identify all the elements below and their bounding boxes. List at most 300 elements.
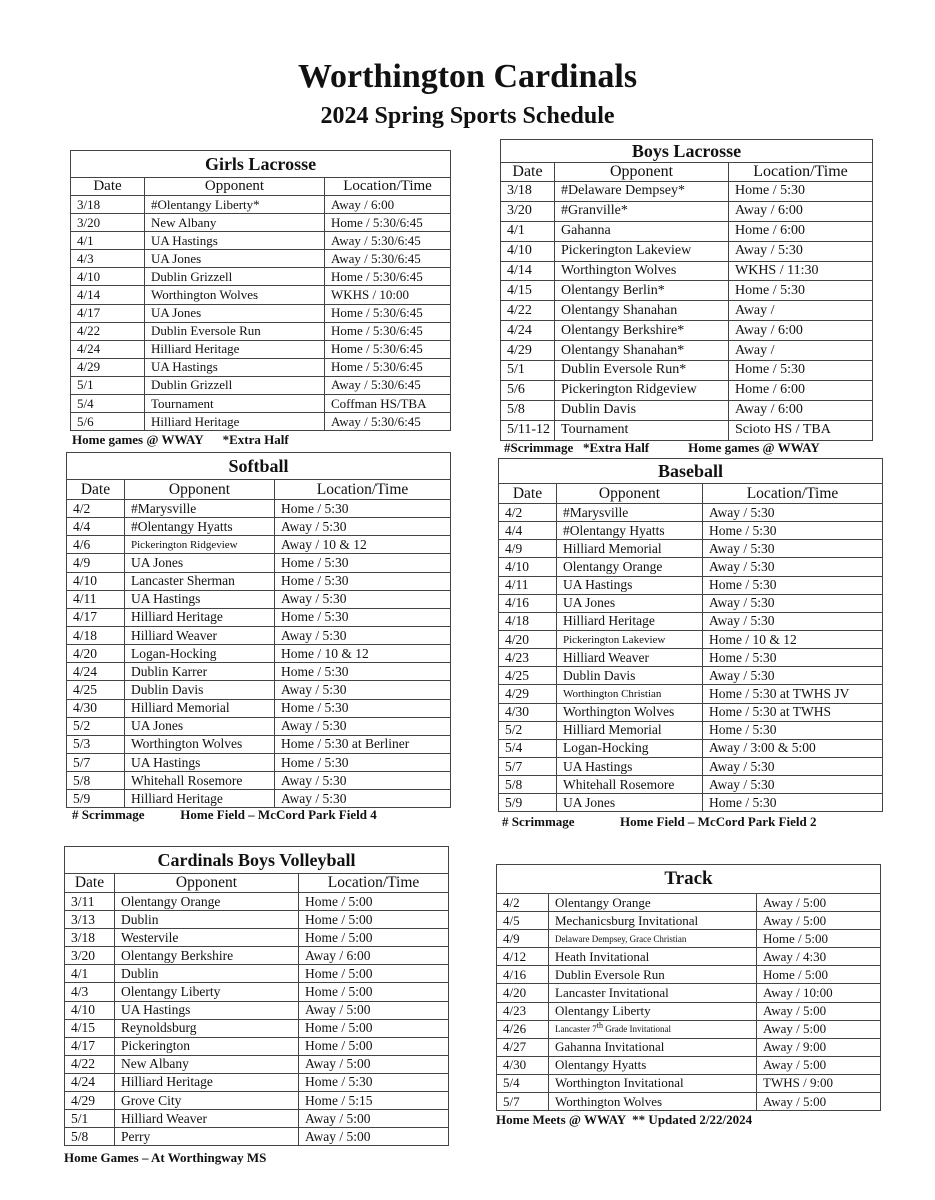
location-cell: Home / 5:30/6:45: [325, 340, 451, 358]
location-cell: Home / 5:30: [703, 649, 883, 667]
table-row: [71, 358, 451, 376]
location-cell: Home / 10 & 12: [275, 645, 451, 663]
location-cell: Home / 5:30/6:45: [325, 268, 451, 286]
location-cell: Home / 5:30/6:45: [325, 322, 451, 340]
date-cell: 4/10: [71, 268, 145, 286]
section-title: Track: [497, 865, 881, 894]
date-cell: 4/15: [65, 1019, 115, 1037]
table-row: [497, 1020, 881, 1038]
table-row: [67, 645, 451, 663]
track-footnote: Home Meets @ WWAY ** Updated 2/22/2024: [496, 1112, 753, 1127]
table-row: [71, 268, 451, 286]
opponent-cell: Hilliard Weaver: [557, 649, 703, 667]
table-row: [65, 965, 449, 983]
date-cell: 4/17: [67, 608, 125, 626]
location-cell: Away / 5:30: [275, 772, 451, 790]
opponent-cell: Hilliard Memorial: [125, 699, 275, 717]
table-row: [501, 400, 873, 420]
date-cell: 4/1: [65, 965, 115, 983]
opponent-cell: Perry: [115, 1128, 299, 1146]
date-cell: 5/2: [499, 721, 557, 739]
location-cell: Away / 5:00: [299, 1001, 449, 1019]
date-cell: 5/6: [71, 413, 145, 431]
table-row: [65, 911, 449, 929]
location-cell: Home / 5:30: [275, 500, 451, 518]
location-cell: Away / 5:00: [757, 894, 881, 912]
date-cell: 4/20: [67, 645, 125, 663]
location-cell: Away / 6:00: [729, 201, 873, 221]
date-cell: 5/3: [67, 735, 125, 753]
table-row: [67, 500, 451, 518]
opponent-cell: UA Hastings: [115, 1001, 299, 1019]
location-cell: Home / 5:30: [729, 361, 873, 381]
location-cell: Away / 5:00: [299, 1055, 449, 1073]
date-header: Date: [499, 484, 557, 504]
date-cell: 5/8: [499, 776, 557, 794]
opponent-cell: Gahanna Invitational: [549, 1038, 757, 1056]
date-cell: 4/22: [501, 301, 555, 321]
table-row: [497, 966, 881, 984]
table-row: [501, 361, 873, 381]
opponent-cell: Olentangy Orange: [557, 558, 703, 576]
opponent-cell: UA Hastings: [145, 232, 325, 250]
location-cell: Home / 5:30: [703, 721, 883, 739]
location-cell: Home / 5:30: [275, 753, 451, 771]
location-cell: Away / 10 & 12: [275, 536, 451, 554]
table-row: [501, 281, 873, 301]
opponent-cell: #Granville*: [555, 201, 729, 221]
opponent-cell: Hilliard Memorial: [557, 540, 703, 558]
date-cell: 4/10: [67, 572, 125, 590]
table-row: [499, 594, 883, 612]
opponent-cell: Grove City: [115, 1092, 299, 1110]
opponent-cell: Pickerington: [115, 1037, 299, 1055]
location-cell: Away / 5:30/6:45: [325, 232, 451, 250]
opponent-cell: UA Jones: [125, 554, 275, 572]
opponent-cell: Hilliard Heritage: [145, 413, 325, 431]
table-row: [71, 214, 451, 232]
section-title: Softball: [67, 453, 451, 480]
location-cell: Home / 5:30 at Berliner: [275, 735, 451, 753]
table-row: [497, 1093, 881, 1111]
date-cell: 4/24: [71, 340, 145, 358]
opponent-cell: Olentangy Liberty: [549, 1002, 757, 1020]
header-row: [501, 163, 873, 182]
location-cell: Away / 3:00 & 5:00: [703, 739, 883, 757]
location-cell: Home / 5:00: [299, 911, 449, 929]
location-cell: Away / 4:30: [757, 948, 881, 966]
table-row: [71, 376, 451, 394]
location-cell: Home / 5:00: [299, 983, 449, 1001]
opponent-cell: New Albany: [145, 214, 325, 232]
table-row: [65, 1019, 449, 1037]
location-cell: Home / 5:00: [757, 930, 881, 948]
section-title: Girls Lacrosse: [71, 151, 451, 178]
date-cell: 4/14: [71, 286, 145, 304]
opponent-cell: Olentangy Orange: [115, 893, 299, 911]
table-row: [71, 232, 451, 250]
opponent-cell: #Marysville: [125, 500, 275, 518]
location-cell: Away / 5:30: [703, 540, 883, 558]
location-cell: Away / 5:30/6:45: [325, 376, 451, 394]
table-row: [71, 322, 451, 340]
table-row: [499, 721, 883, 739]
table-row: [67, 608, 451, 626]
opponent-cell: Gahanna: [555, 221, 729, 241]
location-cell: Away / 5:00: [757, 912, 881, 930]
table-row: [501, 380, 873, 400]
location-cell: Home / 5:30: [275, 663, 451, 681]
location-cell: Home / 5:30: [729, 182, 873, 202]
date-cell: 4/15: [501, 281, 555, 301]
opponent-cell: Lancaster 7th Grade Invitational: [549, 1020, 757, 1038]
date-cell: 4/18: [499, 612, 557, 630]
opponent-cell: Hilliard Weaver: [115, 1110, 299, 1128]
table-row: [501, 301, 873, 321]
section-title: Boys Lacrosse: [501, 140, 873, 163]
location-cell: Away / 6:00: [729, 400, 873, 420]
location-cell: Home / 5:30: [275, 699, 451, 717]
location-cell: Away / 5:30: [703, 667, 883, 685]
date-cell: 3/18: [65, 929, 115, 947]
table-row: [65, 1073, 449, 1091]
date-cell: 4/23: [499, 649, 557, 667]
opponent-cell: Olentangy Hyatts: [549, 1056, 757, 1074]
date-cell: 3/13: [65, 911, 115, 929]
location-cell: Scioto HS / TBA: [729, 420, 873, 440]
date-cell: 4/6: [67, 536, 125, 554]
opponent-cell: UA Jones: [145, 304, 325, 322]
table-row: [71, 395, 451, 413]
opponent-cell: #Olentangy Liberty*: [145, 196, 325, 214]
date-cell: 5/9: [499, 794, 557, 812]
location-cell: Away / 5:30: [275, 626, 451, 644]
location-cell: TWHS / 9:00: [757, 1074, 881, 1092]
location-cell: Away / 6:00: [299, 947, 449, 965]
table-row: [497, 984, 881, 1002]
date-cell: 4/11: [67, 590, 125, 608]
table-row: [499, 776, 883, 794]
location-cell: Away / 5:30: [703, 594, 883, 612]
date-cell: 4/29: [501, 341, 555, 361]
table-row: [497, 894, 881, 912]
location-cell: Coffman HS/TBA: [325, 395, 451, 413]
table-row: [65, 1055, 449, 1073]
date-cell: 5/4: [499, 739, 557, 757]
date-cell: 3/20: [501, 201, 555, 221]
opponent-cell: Worthington Wolves: [555, 261, 729, 281]
date-cell: 4/22: [71, 322, 145, 340]
table-row: [65, 1110, 449, 1128]
location-cell: Home / 5:00: [299, 1037, 449, 1055]
date-cell: 5/11-12: [501, 420, 555, 440]
date-cell: 5/8: [67, 772, 125, 790]
opponent-header: Opponent: [125, 480, 275, 500]
date-cell: 4/10: [65, 1001, 115, 1019]
location-cell: Home / 5:30: [275, 572, 451, 590]
table-row: [65, 983, 449, 1001]
table-row: [499, 649, 883, 667]
table-row: [499, 794, 883, 812]
opponent-cell: UA Jones: [125, 717, 275, 735]
date-cell: 4/3: [71, 250, 145, 268]
table-row: [499, 612, 883, 630]
date-cell: 4/5: [497, 912, 549, 930]
opponent-cell: UA Jones: [557, 594, 703, 612]
location-cell: Home / 5:30: [703, 794, 883, 812]
opponent-cell: Hilliard Weaver: [125, 626, 275, 644]
opponent-header: Opponent: [555, 163, 729, 182]
date-cell: 4/11: [499, 576, 557, 594]
opponent-cell: Worthington Christian: [557, 685, 703, 703]
table-row: [501, 201, 873, 221]
date-cell: 4/2: [497, 894, 549, 912]
table-row: [497, 930, 881, 948]
location-cell: Away / 5:00: [757, 1020, 881, 1038]
table-row: [65, 929, 449, 947]
opponent-cell: Olentangy Shanahan: [555, 301, 729, 321]
table-row: [65, 1092, 449, 1110]
table-row: [499, 703, 883, 721]
opponent-cell: Westervile: [115, 929, 299, 947]
date-cell: 4/29: [65, 1092, 115, 1110]
location-cell: Away / 5:00: [299, 1110, 449, 1128]
date-cell: 3/11: [65, 893, 115, 911]
section-title: Baseball: [499, 459, 883, 484]
table-row: [67, 699, 451, 717]
location-cell: Away / 6:00: [729, 321, 873, 341]
date-cell: 5/7: [499, 757, 557, 775]
location-cell: Home / 5:00: [299, 965, 449, 983]
header-row: [499, 484, 883, 504]
opponent-cell: Pickerington Lakeview: [557, 630, 703, 648]
table-row: [497, 912, 881, 930]
date-cell: 4/25: [67, 681, 125, 699]
boys-lacrosse-footnote: #Scrimmage *Extra Half Home games @ WWAY: [504, 440, 820, 455]
opponent-header: Opponent: [557, 484, 703, 504]
location-cell: Home / 5:30 at TWHS: [703, 703, 883, 721]
date-cell: 3/20: [71, 214, 145, 232]
date-cell: 3/18: [71, 196, 145, 214]
table-row: [67, 753, 451, 771]
opponent-cell: UA Hastings: [125, 753, 275, 771]
table-row: [67, 663, 451, 681]
opponent-cell: Olentangy Shanahan*: [555, 341, 729, 361]
date-cell: 4/20: [497, 984, 549, 1002]
opponent-cell: Heath Invitational: [549, 948, 757, 966]
opponent-cell: Dublin Eversole Run*: [555, 361, 729, 381]
opponent-cell: Olentangy Liberty: [115, 983, 299, 1001]
date-cell: 5/1: [501, 361, 555, 381]
table-row: [501, 182, 873, 202]
header-row: [67, 480, 451, 500]
opponent-cell: Dublin Davis: [555, 400, 729, 420]
date-cell: 4/24: [67, 663, 125, 681]
date-cell: 4/10: [499, 558, 557, 576]
opponent-cell: Pickerington Ridgeview: [555, 380, 729, 400]
location-cell: Home / 5:30: [703, 576, 883, 594]
location-cell: Away / 5:30: [703, 776, 883, 794]
location-cell: Away / 5:30/6:45: [325, 413, 451, 431]
opponent-cell: UA Hastings: [557, 757, 703, 775]
date-cell: 5/7: [67, 753, 125, 771]
table-row: [65, 947, 449, 965]
section-title: Cardinals Boys Volleyball: [65, 847, 449, 874]
table-row: [67, 790, 451, 808]
opponent-cell: Hilliard Heritage: [145, 340, 325, 358]
opponent-cell: Worthington Wolves: [549, 1093, 757, 1111]
location-header: Location/Time: [299, 874, 449, 893]
girls-lacrosse-table: [70, 150, 450, 431]
table-row: [501, 261, 873, 281]
table-row: [71, 250, 451, 268]
location-cell: Away / 5:00: [757, 1002, 881, 1020]
table-row: [497, 1056, 881, 1074]
location-cell: WKHS / 11:30: [729, 261, 873, 281]
opponent-cell: Olentangy Berkshire*: [555, 321, 729, 341]
date-cell: 4/4: [67, 518, 125, 536]
page-subtitle: 2024 Spring Sports Schedule: [320, 103, 615, 129]
date-header: Date: [71, 178, 145, 196]
opponent-cell: Pickerington Lakeview: [555, 241, 729, 261]
opponent-cell: Tournament: [145, 395, 325, 413]
location-cell: Home / 5:30: [299, 1073, 449, 1091]
date-cell: 5/2: [67, 717, 125, 735]
table-row: [65, 1128, 449, 1146]
header-row: [65, 874, 449, 893]
date-cell: 4/26: [497, 1020, 549, 1038]
opponent-cell: Delaware Dempsey, Grace Christian: [549, 930, 757, 948]
date-cell: 4/10: [501, 241, 555, 261]
table-row: [71, 413, 451, 431]
boys-lacrosse-table: [500, 139, 872, 441]
location-cell: Away / 5:30: [275, 717, 451, 735]
opponent-cell: Hilliard Memorial: [557, 721, 703, 739]
opponent-cell: UA Jones: [145, 250, 325, 268]
location-cell: Away / 10:00: [757, 984, 881, 1002]
opponent-cell: #Olentangy Hyatts: [557, 522, 703, 540]
date-cell: 5/8: [501, 400, 555, 420]
softball-footnote: # Scrimmage Home Field – McCord Park Field 4: [72, 807, 377, 822]
opponent-cell: Dublin: [115, 965, 299, 983]
table-row: [499, 757, 883, 775]
date-cell: 4/29: [71, 358, 145, 376]
softball-table: [66, 452, 450, 808]
location-cell: Home / 10 & 12: [703, 630, 883, 648]
date-cell: 4/9: [67, 554, 125, 572]
date-cell: 4/25: [499, 667, 557, 685]
table-row: [71, 304, 451, 322]
table-row: [499, 667, 883, 685]
location-cell: Away / 5:30: [729, 241, 873, 261]
opponent-cell: Hilliard Heritage: [115, 1073, 299, 1091]
date-cell: 4/23: [497, 1002, 549, 1020]
opponent-cell: New Albany: [115, 1055, 299, 1073]
opponent-header: Opponent: [145, 178, 325, 196]
opponent-cell: UA Hastings: [557, 576, 703, 594]
date-cell: 4/30: [499, 703, 557, 721]
location-cell: Away / 5:30/6:45: [325, 250, 451, 268]
location-cell: Away / 5:30: [703, 558, 883, 576]
opponent-cell: Whitehall Rosemore: [125, 772, 275, 790]
location-cell: Away / 5:30: [275, 681, 451, 699]
table-row: [67, 735, 451, 753]
table-row: [67, 554, 451, 572]
location-cell: Away / 5:30: [703, 612, 883, 630]
opponent-cell: Lancaster Invitational: [549, 984, 757, 1002]
table-row: [501, 241, 873, 261]
location-header: Location/Time: [703, 484, 883, 504]
date-cell: 4/30: [67, 699, 125, 717]
location-cell: Home / 6:00: [729, 221, 873, 241]
table-row: [497, 1002, 881, 1020]
table-row: [501, 221, 873, 241]
table-row: [67, 717, 451, 735]
location-cell: Away / 6:00: [325, 196, 451, 214]
opponent-cell: Tournament: [555, 420, 729, 440]
header-row: [71, 178, 451, 196]
opponent-cell: Worthington Wolves: [557, 703, 703, 721]
opponent-cell: Pickerington Ridgeview: [125, 536, 275, 554]
opponent-cell: Hilliard Heritage: [125, 790, 275, 808]
opponent-cell: Olentangy Orange: [549, 894, 757, 912]
opponent-cell: Dublin Grizzell: [145, 268, 325, 286]
location-cell: Away / 5:00: [757, 1093, 881, 1111]
date-cell: 4/24: [65, 1073, 115, 1091]
date-cell: 4/1: [501, 221, 555, 241]
table-row: [499, 685, 883, 703]
date-cell: 4/24: [501, 321, 555, 341]
table-row: [499, 739, 883, 757]
opponent-cell: Dublin Davis: [125, 681, 275, 699]
opponent-cell: Dublin Grizzell: [145, 376, 325, 394]
date-cell: 4/17: [65, 1037, 115, 1055]
location-cell: Away / 9:00: [757, 1038, 881, 1056]
baseball-table: [498, 458, 882, 812]
table-row: [499, 522, 883, 540]
table-row: [67, 518, 451, 536]
table-row: [497, 948, 881, 966]
date-cell: 4/14: [501, 261, 555, 281]
opponent-cell: Worthington Invitational: [549, 1074, 757, 1092]
location-cell: Away / 5:30: [275, 790, 451, 808]
table-row: [67, 772, 451, 790]
opponent-cell: #Olentangy Hyatts: [125, 518, 275, 536]
date-cell: 5/9: [67, 790, 125, 808]
table-row: [499, 630, 883, 648]
date-cell: 4/18: [67, 626, 125, 644]
opponent-cell: Dublin Eversole Run: [549, 966, 757, 984]
location-cell: Home / 5:00: [757, 966, 881, 984]
location-cell: Away /: [729, 341, 873, 361]
location-cell: Home / 5:15: [299, 1092, 449, 1110]
table-row: [501, 341, 873, 361]
opponent-cell: UA Jones: [557, 794, 703, 812]
table-row: [65, 893, 449, 911]
date-cell: 3/20: [65, 947, 115, 965]
table-row: [499, 558, 883, 576]
location-cell: Away / 5:30: [275, 590, 451, 608]
date-cell: 4/29: [499, 685, 557, 703]
location-cell: WKHS / 10:00: [325, 286, 451, 304]
opponent-cell: Dublin Karrer: [125, 663, 275, 681]
opponent-cell: Worthington Wolves: [145, 286, 325, 304]
location-cell: Away / 5:30: [703, 757, 883, 775]
location-cell: Away / 5:30: [703, 504, 883, 522]
table-row: [65, 1037, 449, 1055]
location-cell: Away /: [729, 301, 873, 321]
date-cell: 4/12: [497, 948, 549, 966]
